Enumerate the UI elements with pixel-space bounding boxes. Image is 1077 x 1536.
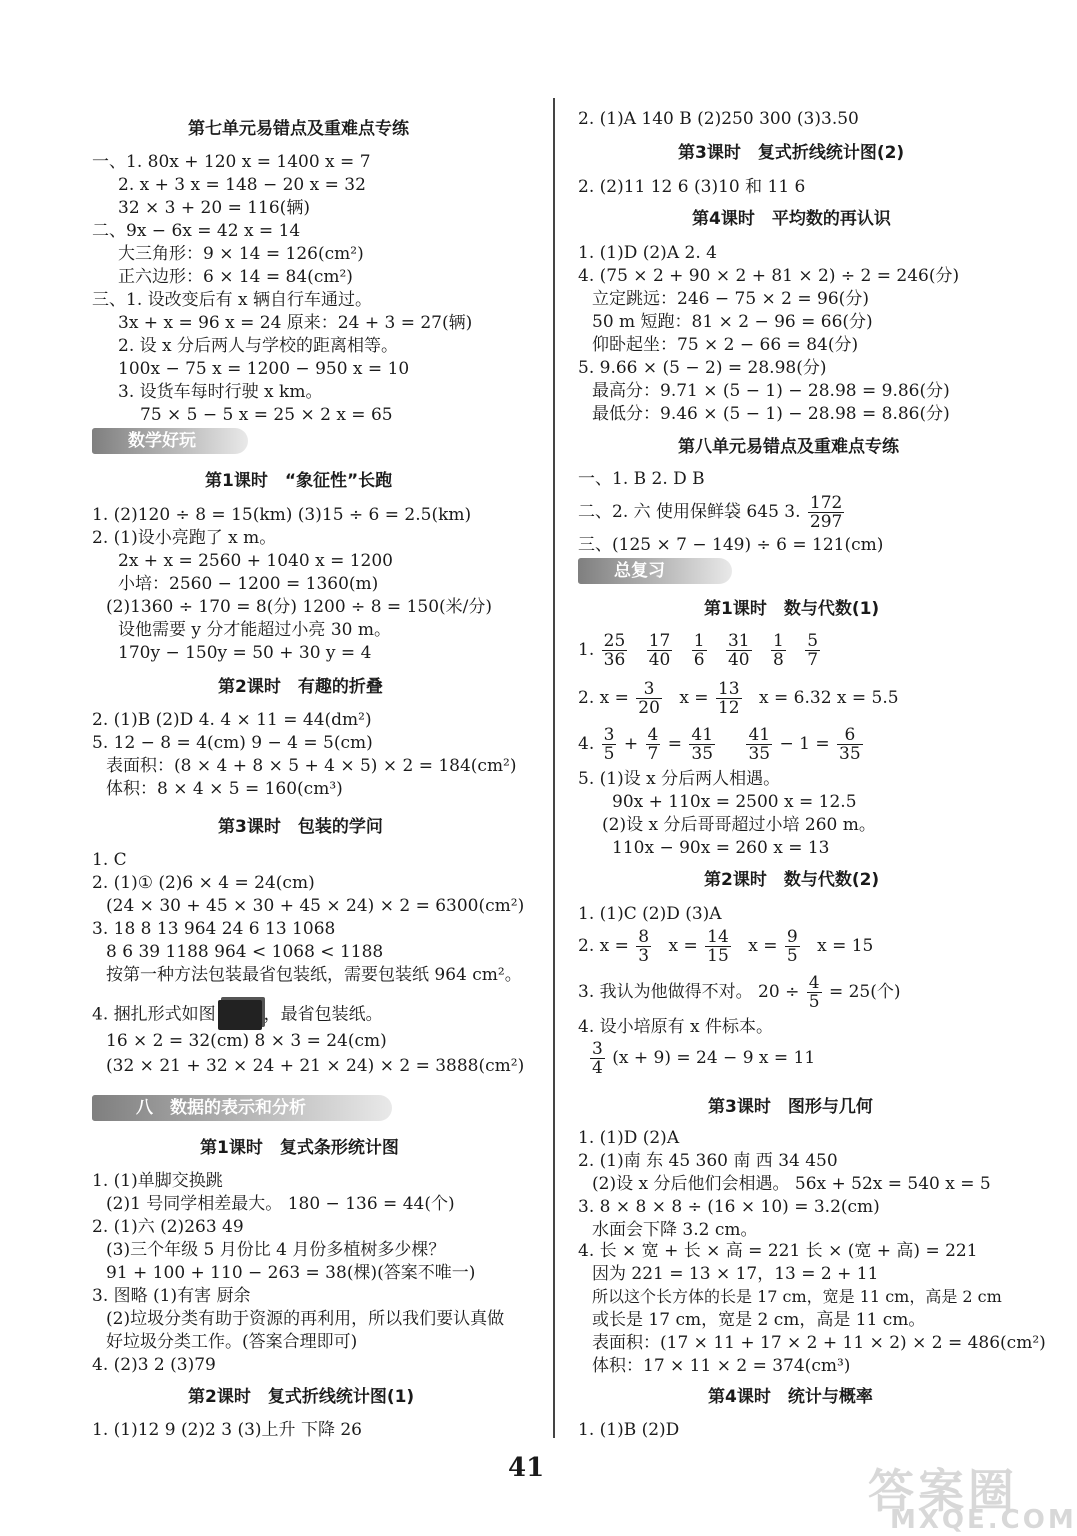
answer-line: (3)三个年级 5 月份比 4 月份多植树多少棵？	[106, 1240, 446, 1260]
numerator: 17	[648, 631, 671, 651]
answer-line: 二、9x − 6x = 42 x = 14	[92, 221, 301, 241]
lesson-title: 第1课时 数与代数(1)	[704, 599, 880, 619]
operator: =	[667, 734, 683, 754]
answer-text: x =	[679, 688, 709, 708]
answer-line: 体积：17 × 11 × 2 = 374(cm³)	[592, 1356, 851, 1376]
answer-line: (2)1360 ÷ 170 = 8(分) 1200 ÷ 8 = 150(米/分)	[106, 597, 493, 617]
answer-line: 2. x + 3 x = 148 − 20 x = 32	[118, 175, 366, 195]
watermark-logo	[868, 1455, 1077, 1535]
answer-text: 二、2. 六 使用保鲜袋 645 3.	[578, 502, 801, 522]
answer-line: 大三角形：9 × 14 = 126(cm²)	[118, 244, 364, 264]
answer-line: 2. (1)① (2)6 × 4 = 24(cm)	[92, 873, 315, 893]
answer-line: 91 + 100 + 110 − 263 = 38(棵)(答案不唯一)	[106, 1263, 476, 1283]
answer-line: 1. (1)12 9 (2)2 3 (3)上升 下降 26	[92, 1420, 362, 1440]
answer-line: 一、1. 80x + 120 x = 1400 x = 7	[92, 152, 371, 172]
answer-text: 2. x =	[578, 688, 629, 708]
answer-line: 因为 221 = 13 × 17，13 = 2 + 11	[592, 1264, 879, 1284]
answer-line: 1. (2)120 ÷ 8 = 15(km) (3)15 ÷ 6 = 2.5(km)	[92, 505, 472, 525]
fraction	[705, 928, 731, 965]
fraction	[785, 928, 800, 965]
denominator: 35	[748, 744, 771, 764]
denominator: 8	[773, 650, 784, 670]
answer-text: 2. x =	[578, 936, 629, 956]
answer-line: (2)设 x 分后哥哥超过小培 260 m。	[602, 815, 876, 835]
watermark-text: 答案圈	[868, 1464, 1018, 1518]
numerator: 31	[727, 631, 750, 651]
answer-line: 5. (1)设 x 分后两人相遇。	[578, 769, 781, 789]
numerator: 9	[786, 927, 798, 947]
fraction	[771, 632, 786, 669]
numerator: 25	[603, 631, 626, 651]
answer-line: 3. 图略 (1)有害 厨余	[92, 1286, 251, 1306]
denominator: 35	[839, 744, 861, 764]
numerator: 4	[808, 973, 820, 993]
fraction	[689, 726, 715, 763]
answer-line: 4. 长 × 宽 + 长 × 高 = 221 长 × (宽 + 高) = 221	[578, 1241, 978, 1261]
answer-line	[578, 494, 846, 531]
denominator: 40	[648, 650, 671, 670]
answer-line: 小培：2560 − 1200 = 1360(m)	[118, 574, 379, 594]
answer-line: 最低分：9.46 × (5 − 1) − 28.98 = 8.86(分)	[592, 404, 950, 424]
denominator: 35	[691, 744, 714, 764]
fraction	[602, 726, 617, 763]
denominator: 297	[809, 512, 843, 532]
denominator: 7	[807, 650, 819, 670]
answer-line: 2. (1)A 140 B (2)250 300 (3)3.50	[578, 109, 859, 129]
answer-line: 4. 设小培原有 x 件标本。	[578, 1017, 774, 1037]
answer-line: 2. 设 x 分后两人与学校的距离相等。	[118, 336, 399, 356]
fraction-answer-line	[578, 928, 873, 965]
answer-line: 90x + 110x = 2500 x = 12.5	[612, 792, 857, 812]
denominator: 12	[717, 698, 740, 718]
numerator: 3	[636, 680, 662, 699]
answer-line: (2)设 x 分后他们会相遇。 56x + 52x = 540 x = 5	[592, 1174, 991, 1194]
fraction	[716, 680, 742, 717]
denominator: 20	[638, 698, 660, 718]
fraction	[692, 632, 707, 669]
answer-line: 75 × 5 − 5 x = 25 × 2 x = 65	[140, 405, 393, 425]
fraction-answer-line	[578, 974, 901, 1011]
answer-line: 一、1. B 2. D B	[578, 469, 705, 489]
answer-line: 1. (1)D (2)A	[578, 1128, 680, 1148]
answer-line: 体积：8 × 4 × 5 = 160(cm³)	[106, 779, 343, 799]
numerator: 172	[809, 493, 843, 513]
column-divider	[553, 98, 555, 1438]
fraction	[805, 632, 820, 669]
answer-line: 3. 8 × 8 × 8 ÷ (16 × 10) = 3.2(cm)	[578, 1197, 880, 1217]
fraction-answer-line	[588, 1040, 815, 1077]
answer-line: 170y − 150y = 50 + 30 y = 4	[118, 643, 372, 663]
numerator: 41	[748, 725, 771, 745]
lesson-title: 第2课时 数与代数(2)	[704, 870, 880, 890]
answer-line: 好垃圾分类工作。(答案合理即可)	[106, 1332, 358, 1352]
operator: +	[623, 734, 639, 754]
wrapped-box-figure	[218, 1000, 262, 1030]
answer-line: 5. 12 − 8 = 4(cm) 9 − 4 = 5(cm)	[92, 733, 373, 753]
answer-line: 5. 9.66 × (5 − 2) = 28.98(分)	[578, 358, 827, 378]
denominator: 7	[647, 744, 659, 764]
answer-text: = 25(个)	[828, 982, 901, 1002]
lesson-title: 第1课时 “象征性”长跑	[205, 471, 393, 491]
answer-line: 2. (2)11 12 6 (3)10 和 11 6	[578, 177, 806, 197]
lesson-title: 第3课时 复式折线统计图(2)	[678, 143, 905, 163]
fraction	[647, 632, 673, 669]
answer-line: 水面会下降 3.2 cm。	[592, 1220, 758, 1240]
answer-line: 110x − 90x = 260 x = 13	[612, 838, 830, 858]
answer-text: 3. 我认为他做得不对。 20 ÷	[578, 982, 800, 1002]
numerator: 3	[603, 725, 615, 745]
answer-line: (2)垃圾分类有助于资源的再利用，所以我们要认真做	[106, 1309, 505, 1329]
fraction	[807, 974, 822, 1011]
answer-line: 三、1. 设改变后有 x 辆自行车通过。	[92, 290, 373, 310]
answer-line: 50 m 短跑：81 × 2 − 96 = 66(分)	[592, 312, 873, 332]
watermark-url: MXQE.COM	[890, 1505, 1077, 1535]
fraction	[602, 632, 628, 669]
numerator: 14	[707, 927, 729, 947]
answer-line: 3. 18 8 13 964 24 6 13 1068	[92, 919, 336, 939]
answer-line: 100x − 75 x = 1200 − 950 x = 10	[118, 359, 410, 379]
answer-line: 按第一种方法包装最省包装纸，需要包装纸 964 cm²。	[106, 965, 522, 985]
lesson-title: 第2课时 复式折线统计图(1)	[188, 1387, 415, 1407]
lesson-title: 第3课时 图形与几何	[708, 1097, 873, 1117]
denominator: 15	[707, 946, 729, 966]
answer-line: 32 × 3 + 20 = 116(辆)	[118, 198, 310, 218]
answer-text: x = 6.32 x = 5.5	[759, 688, 899, 708]
answer-line: 3. 设货车每时行驶 x km。	[118, 382, 323, 402]
fraction	[590, 1040, 605, 1077]
numerator: 4	[647, 725, 659, 745]
answer-line: 设他需要 y 分才能超过小亮 30 m。	[118, 620, 391, 640]
answer-line: 最高分：9.71 × (5 − 1) − 28.98 = 9.86(分)	[592, 381, 950, 401]
answer-text: x =	[748, 936, 778, 956]
denominator: 5	[786, 946, 798, 966]
answer-line: 2. (1)六 (2)263 49	[92, 1217, 244, 1237]
answer-line: 或长是 17 cm，宽是 2 cm，高是 11 cm。	[592, 1310, 926, 1330]
section-banner-math-fun: 数学好玩	[92, 428, 248, 454]
denominator: 40	[727, 650, 750, 670]
answer-text: (x + 9) = 24 − 9 x = 11	[612, 1048, 816, 1068]
answer-line: 2. (1)设小亮跑了 x m。	[92, 528, 277, 548]
numerator: 1	[773, 631, 784, 651]
numerator: 5	[807, 631, 819, 651]
fraction	[636, 680, 662, 717]
fraction	[726, 632, 752, 669]
lesson-title: 第4课时 平均数的再认识	[692, 209, 891, 229]
numerator: 6	[837, 726, 863, 745]
answer-line: 1. (1)B (2)D	[578, 1420, 680, 1440]
unit7-title: 第七单元易错点及重难点专练	[188, 119, 409, 139]
answer-text: ，最省包装纸。	[263, 1004, 383, 1025]
answer-line: 正六边形：6 × 14 = 84(cm²)	[118, 267, 353, 287]
section-banner-chapter8: 八 数据的表示和分析	[92, 1095, 392, 1121]
unit8-title: 第八单元易错点及重难点专练	[678, 437, 899, 457]
page-number: 41	[508, 1453, 545, 1483]
answer-line: 仰卧起坐：75 × 2 − 66 = 84(分)	[592, 335, 859, 355]
lesson-title: 第2课时 有趣的折叠	[218, 677, 383, 697]
answer-line: 16 × 2 = 32(cm) 8 × 3 = 24(cm)	[106, 1031, 387, 1051]
answer-line: 2. (1)B (2)D 4. 4 × 11 = 44(dm²)	[92, 710, 372, 730]
answer-line: 2x + x = 2560 + 1040 x = 1200	[118, 551, 393, 571]
denominator: 4	[592, 1058, 603, 1078]
numerator: 3	[592, 1039, 603, 1059]
denominator: 36	[603, 650, 626, 670]
fraction	[746, 726, 772, 763]
numerator: 41	[691, 725, 714, 745]
answer-line: (24 × 30 + 45 × 30 + 45 × 24) × 2 = 6300(cm²)	[106, 896, 525, 916]
answer-line: 4. (75 × 2 + 90 × 2 + 81 × 2) ÷ 2 = 246(分)	[578, 266, 960, 286]
denominator: 5	[603, 744, 615, 764]
denominator: 6	[693, 650, 705, 670]
answer-line: (2)1 号同学相差最大。 180 − 136 = 44(个)	[106, 1194, 455, 1214]
answer-label: 4.	[578, 734, 595, 754]
fraction-answer-line	[578, 680, 899, 717]
fraction	[646, 726, 661, 763]
answer-line: 所以这个长方体的长是 17 cm，宽是 11 cm，高是 2 cm	[592, 1287, 1002, 1306]
answer-line: 2. (1)南 东 45 360 南 西 34 450	[578, 1151, 838, 1171]
fraction-answer-line	[578, 726, 865, 763]
numerator: 8	[638, 927, 650, 947]
answer-line: 3x + x = 96 x = 24 原来：24 + 3 = 27(辆)	[118, 313, 473, 333]
denominator: 5	[808, 992, 820, 1012]
numerator: 1	[693, 631, 705, 651]
lesson-title: 第3课时 包装的学问	[218, 817, 383, 837]
answer-line	[92, 1000, 383, 1030]
answer-line: 表面积：(8 × 4 + 8 × 5 + 4 × 5) × 2 = 184(cm²)	[106, 756, 517, 776]
denominator: 3	[638, 946, 650, 966]
answer-line: 8 6 39 1188 964 < 1068 < 1188	[106, 942, 384, 962]
answer-line: 表面积：(17 × 11 + 17 × 2 + 11 × 2) × 2 = 486(cm²)	[592, 1333, 1046, 1353]
answer-line: 1. C	[92, 850, 127, 870]
fraction	[808, 494, 844, 531]
answer-label: 1.	[578, 640, 595, 660]
fraction	[636, 928, 651, 965]
operator: − 1 =	[779, 734, 830, 754]
answer-line: 立定跳远：246 − 75 × 2 = 96(分)	[592, 289, 869, 309]
section-banner-review: 总复习	[578, 558, 732, 584]
answer-text: x = 15	[817, 936, 874, 956]
answer-text: x =	[668, 936, 698, 956]
answer-line: 1. (1)D (2)A 2. 4	[578, 243, 717, 263]
answer-line: (32 × 21 + 32 × 24 + 21 × 24) × 2 = 3888(cm²)	[106, 1056, 525, 1076]
lesson-title: 第1课时 复式条形统计图	[200, 1138, 399, 1158]
numerator: 13	[717, 679, 740, 699]
answer-text: 4. 捆扎形式如图	[92, 1004, 216, 1025]
answer-line: 1. (1)单脚交换跳	[92, 1171, 223, 1191]
answer-line: 4. (2)3 2 (3)79	[92, 1355, 216, 1375]
answer-line: 1. (1)C (2)D (3)A	[578, 904, 722, 924]
fraction-answer-line	[578, 632, 822, 669]
lesson-title: 第4课时 统计与概率	[708, 1387, 873, 1407]
answer-line: 三、(125 × 7 − 149) ÷ 6 = 121(cm)	[578, 535, 884, 555]
fraction	[837, 726, 863, 763]
